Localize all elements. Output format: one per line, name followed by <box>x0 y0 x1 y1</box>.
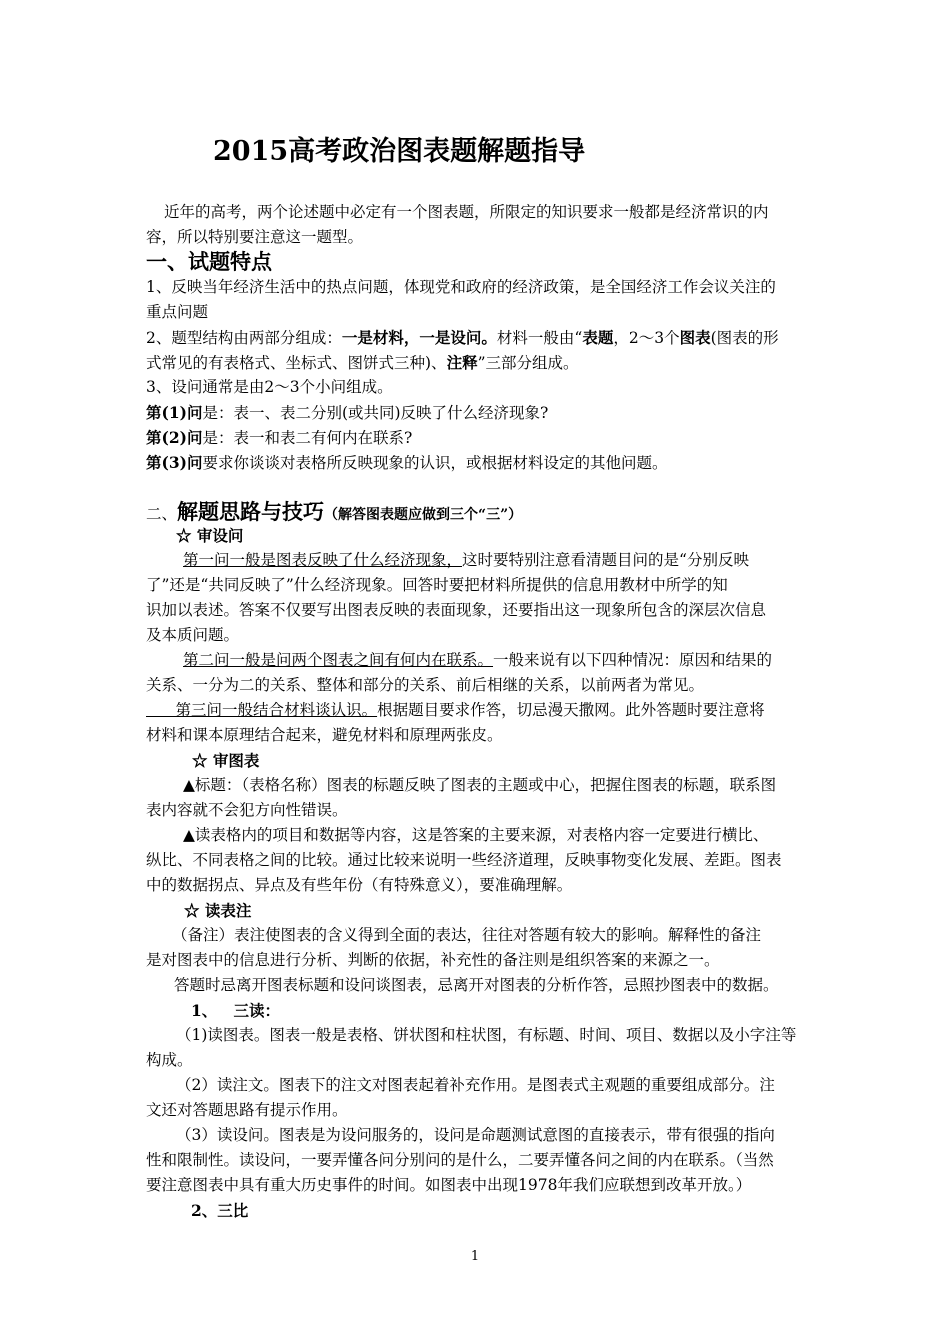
t2-line-1: ▲读表格内的项目和数据等内容，这是答案的主要来源，对表格内容一定要进行横比、 <box>183 826 769 844</box>
n1-line-1: （备注）表注使图表的含义得到全面的表达，往往对答题有较大的影响。解释性的备注 <box>172 926 762 944</box>
sec1-p2-line-2 <box>146 350 810 375</box>
section-1-heading: 一、试题特点 <box>146 249 272 274</box>
s1-line-1 <box>146 548 847 573</box>
question-2-text: 是：表一和表二有何内在联系? <box>202 429 413 447</box>
three-comparisons-heading: 2、三比 <box>191 1201 249 1220</box>
star-review-chart: ☆ 审图表 <box>192 751 260 770</box>
r1-line-2: 构成。 <box>146 1051 193 1069</box>
page-number: 1 <box>470 1249 480 1264</box>
s3-line-2: 材料和课本原理结合起来，避免材料和原理两张皮。 <box>146 726 503 744</box>
r3-line-2: 性和限制性。读设问，一要弄懂各问分别问的是什么，二要弄懂各问之间的内在联系。（当然 <box>146 1151 774 1169</box>
question-1 <box>146 400 810 425</box>
p2-line2c: ”三部分组成。 <box>477 354 579 372</box>
s2-line-1 <box>146 648 847 673</box>
star-read-notes: ☆ 读表注 <box>184 901 252 920</box>
sec1-p2-line-1 <box>146 325 810 350</box>
s1-line-4: 及本质问题。 <box>146 626 240 644</box>
p2-line2b: 注释 <box>446 353 478 372</box>
s2-line-2: 关系、一分为二的关系、整体和部分的关系、前后相继的关系，以前两者为常见。 <box>146 676 705 694</box>
r3-line-1: （3）读设问。图表是为设问服务的，设问是命题测试意图的直接表示，带有很强的指向 <box>176 1126 775 1144</box>
s2-line-1-underlined: 第二问一般是问两个图表之间有何内在联系。 <box>183 651 494 669</box>
s1-line-1-underlined: 第一问一般是图表反映了什么经济现象， <box>183 551 463 569</box>
s3-line-1-underlined: 第三问一般结合材料谈认识。 <box>146 701 378 719</box>
p2-a: 2、题型结构由两部分组成： <box>146 329 342 347</box>
question-3-label: 第(3)问 <box>146 453 203 472</box>
page-title: 2015高考政治图表题解题指导 <box>213 136 586 167</box>
r3-line-3: 要注意图表中具有重大历史事件的时间。如图表中出现1978年我们应联想到改革开放。） <box>146 1176 752 1194</box>
sec2-title: 解题思路与技巧 <box>177 499 325 524</box>
three-reads-heading: 1、 三读： <box>191 1001 280 1020</box>
question-3-text: 要求你谈谈对表格所反映现象的认识，或根据材料设定的其他问题。 <box>202 454 668 472</box>
intro-line-1: 近年的高考，两个论述题中必定有一个图表题，所限定的知识要求一般都是经济常识的内 <box>164 203 769 221</box>
r2-line-2: 文还对答题思路有提示作用。 <box>146 1101 348 1119</box>
p2-line2a: 式常见的有表格式、坐标式、图饼式三种)、 <box>146 354 447 372</box>
s1-line-1-rest: 这时要特别注意看清题目问的是“分别反映 <box>462 551 749 569</box>
s1-line-2: 了”还是“共同反映了”什么经济现象。回答时要把材料所提供的信息用教材中所学的知 <box>146 576 728 594</box>
sec2-prefix: 二、 <box>146 505 178 523</box>
t2-line-2: 纵比、不同表格之间的比较。通过比较来说明一些经济道理，反映事物变化发展、差距。图表 <box>146 851 782 869</box>
sec1-p1-line-2: 重点问题 <box>146 303 209 321</box>
question-2 <box>146 425 810 450</box>
r2-line-1: （2）读注文。图表下的注文对图表起着补充作用。是图表式主观题的重要组成部分。注 <box>176 1076 775 1094</box>
question-1-label: 第(1)问 <box>146 403 203 422</box>
s3-line-1 <box>146 698 810 723</box>
n1-line-2: 是对图表中的信息进行分析、判断的依据，补充性的备注则是组织答案的来源之一。 <box>146 951 720 969</box>
p2-g: (图表的形 <box>710 329 779 347</box>
star-review-questions: ☆ 审设问 <box>176 526 244 545</box>
t2-line-3: 中的数据拐点、异点及有些年份（有特殊意义），要准确理解。 <box>146 876 573 894</box>
s3-line-1-rest: 根据题目要求作答，切忌漫天撒网。此外答题时要注意将 <box>377 701 765 719</box>
question-3 <box>146 450 810 475</box>
sec1-p1-line-1: 1、反映当年经济生活中的热点问题，体现党和政府的经济政策，是全国经济工作会议关注的 <box>146 278 776 296</box>
s2-line-1-rest: 一般来说有以下四种情况：原因和结果的 <box>493 651 773 669</box>
p2-e: ，2～3个 <box>613 329 680 347</box>
t1-line-2: 表内容就不会犯方向性错误。 <box>146 801 348 819</box>
question-1-text: 是：表一、表二分别(或共同)反映了什么经济现象? <box>202 404 549 422</box>
p2-b: 一是材料，一是设问。 <box>341 328 497 347</box>
p2-c: 材料一般由“ <box>496 329 583 347</box>
p2-f: 图表 <box>679 328 711 347</box>
s1-line-3: 识加以表述。答案不仅要写出图表反映的表面现象，还要指出这一现象所包含的深层次信息 <box>146 601 767 619</box>
n2-line: 答题时忌离开图表标题和设问谈图表，忌离开对图表的分析作答，忌照抄图表中的数据。 <box>174 976 779 994</box>
r1-line-1: （1)读图表。图表一般是表格、饼状图和柱状图，有标题、时间、项目、数据以及小字注等 <box>176 1026 797 1044</box>
sec2-subtitle: （解答图表题应做到三个“三”） <box>324 507 523 523</box>
t1-line-1: ▲标题：（表格名称）图表的标题反映了图表的主题或中心，把握住图表的标题，联系图 <box>183 776 777 794</box>
intro-line-2: 容，所以特别要注意这一题型。 <box>146 228 364 246</box>
p2-d: 表题 <box>582 328 614 347</box>
sec1-p3: 3、设问通常是由2～3个小问组成。 <box>146 378 393 396</box>
question-2-label: 第(2)问 <box>146 428 203 447</box>
